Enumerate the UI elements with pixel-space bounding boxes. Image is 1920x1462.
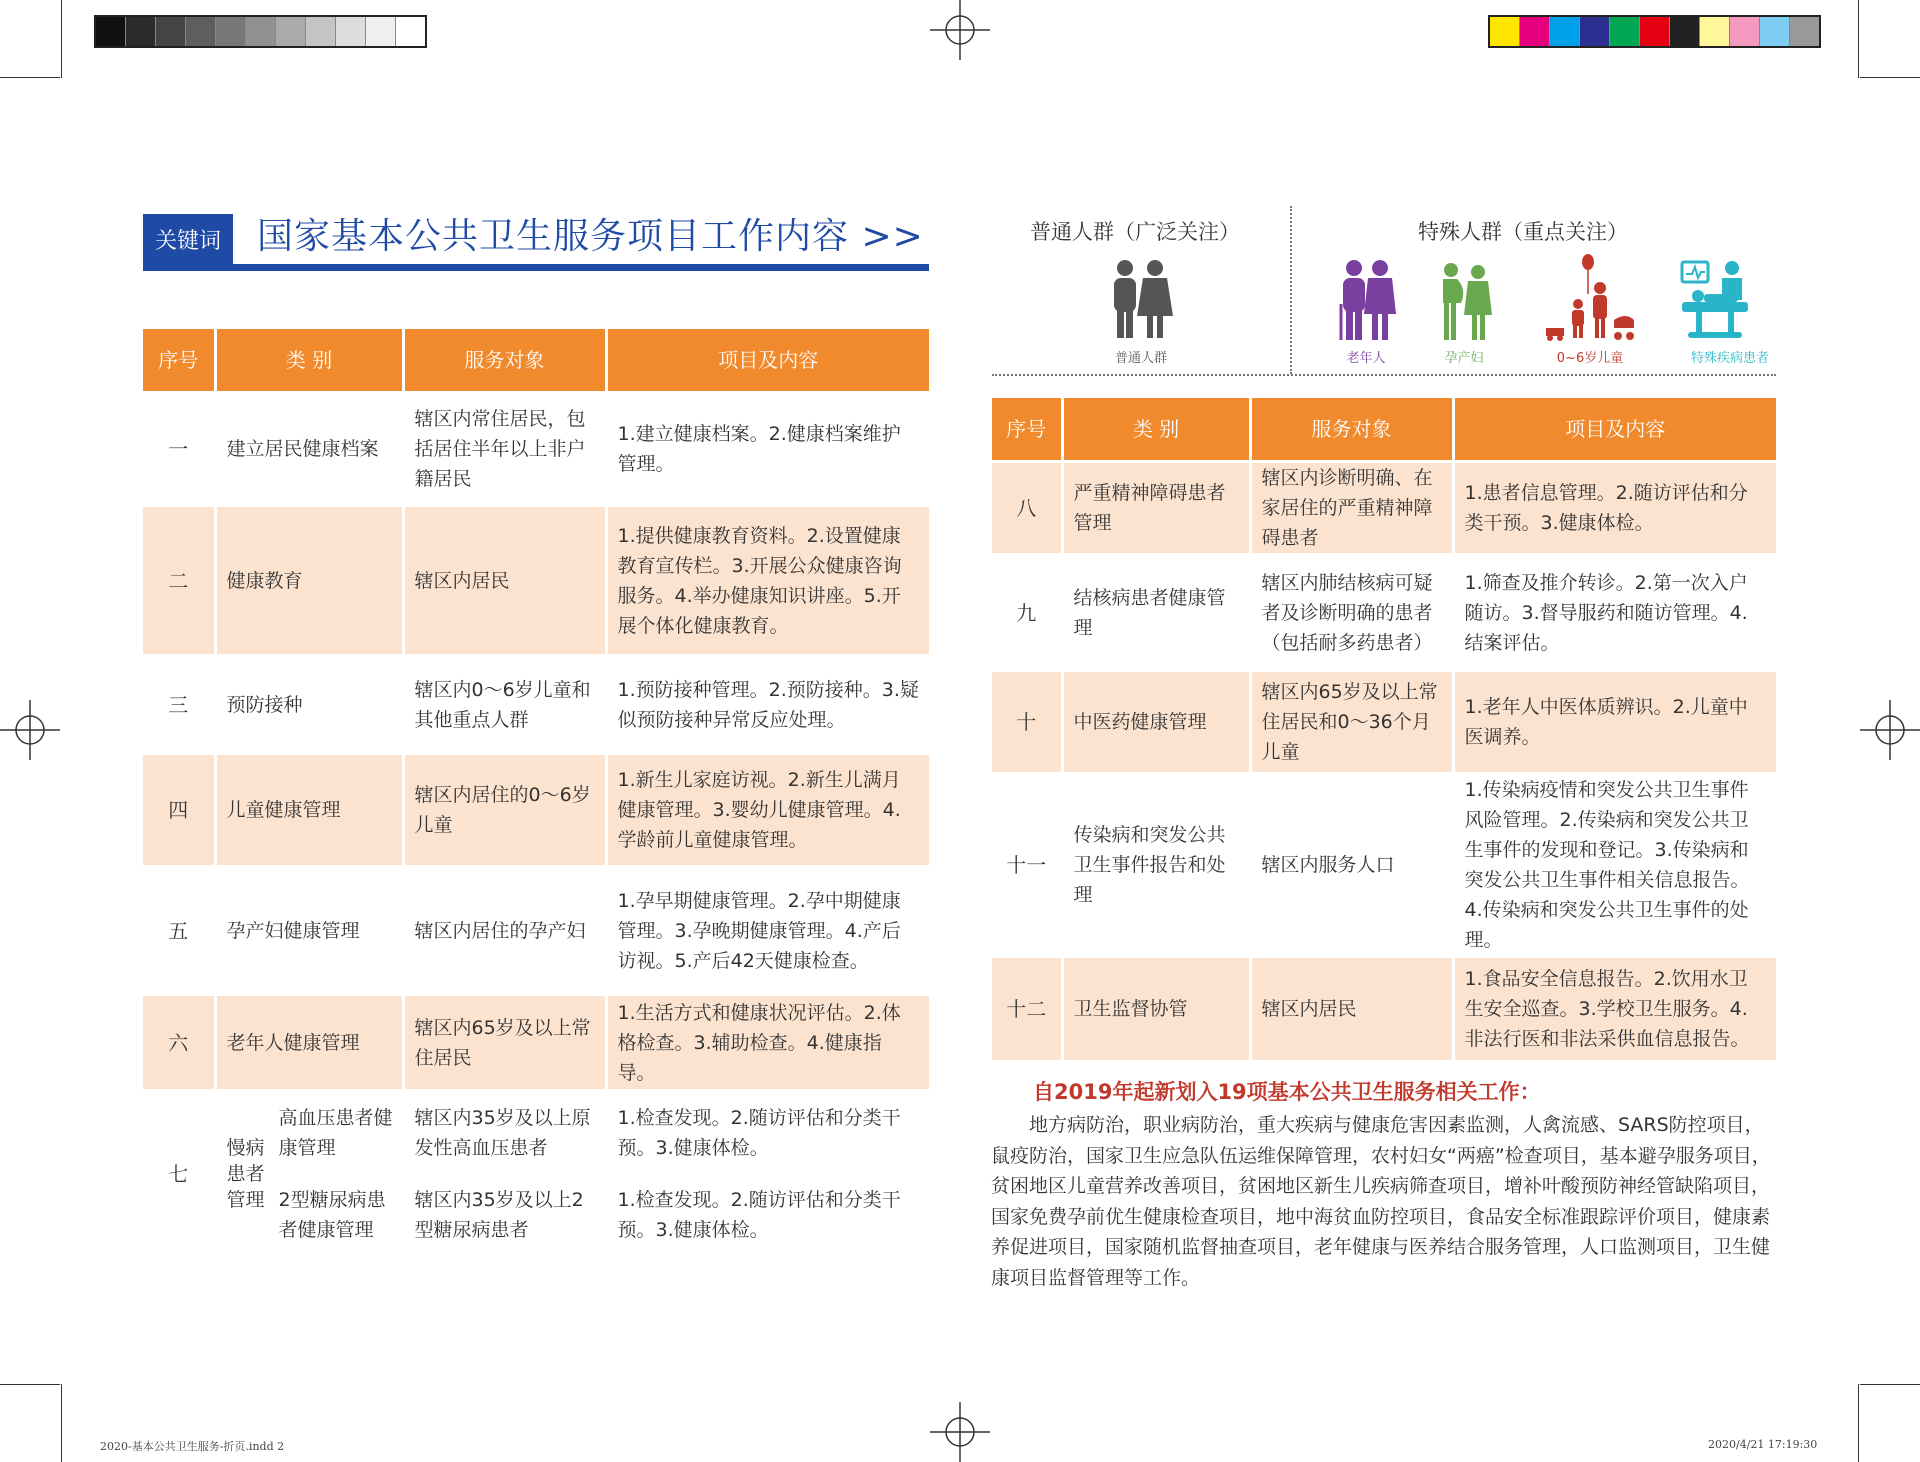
registration-mark-icon xyxy=(1860,700,1920,760)
header-content: 项目及内容 xyxy=(1453,398,1776,462)
row-content: 1.检查发现。2.随访评估和分类干预。3.健康体检。 xyxy=(617,1188,901,1241)
row-target: 辖区内常住居民，包括居住半年以上非户籍居民 xyxy=(403,393,606,506)
row-target: 辖区内65岁及以上常住居民和0～36个月儿童 xyxy=(1250,671,1453,774)
header-target: 服务对象 xyxy=(1250,398,1453,462)
row-content: 1.提供健康教育资料。2.设置健康教育宣传栏。3.开展公众健康咨询服务。4.举办健康知识讲座。5.开展个体化健康教育。 xyxy=(606,506,929,656)
registration-mark-icon xyxy=(930,0,990,60)
row-num: 五 xyxy=(143,867,215,995)
row-target: 辖区内0～6岁儿童和其他重点人群 xyxy=(403,656,606,754)
special-group-title: 特殊人群（重点关注） xyxy=(1418,220,1628,244)
row-num: 七 xyxy=(143,1091,215,1257)
row-category: 结核病患者健康管理 xyxy=(1062,555,1250,671)
keyword-badge: 关键词 xyxy=(143,214,233,264)
row-content: 1.生活方式和健康状况评估。2.体格检查。3.辅助检查。4.健康指导。 xyxy=(606,995,929,1091)
row-target: 辖区内居住的0～6岁儿童 xyxy=(403,754,606,867)
crop-mark xyxy=(1860,77,1920,78)
group-divider xyxy=(1290,206,1292,374)
row-category: 健康教育 xyxy=(215,506,403,656)
table-row xyxy=(992,774,1776,957)
left-service-table xyxy=(143,329,929,1256)
row7-sub-category: 高血压患者健康管理 xyxy=(278,1107,393,1159)
table-row xyxy=(143,656,929,754)
crop-mark xyxy=(1858,0,1859,78)
crop-mark xyxy=(0,77,60,78)
row7-group-label: 慢病患者管理 xyxy=(226,1137,265,1211)
row-content: 1.建立健康档案。2.健康档案维护管理。 xyxy=(606,393,929,506)
general-group-title: 普通人群（广泛关注） xyxy=(1030,220,1240,244)
process-color-bar xyxy=(1488,15,1821,48)
group-bottom-divider xyxy=(992,374,1776,376)
row-category: 传染病和突发公共卫生事件报告和处理 xyxy=(1062,774,1250,957)
row-category: 孕产妇健康管理 xyxy=(215,867,403,995)
row-content: 1.检查发现。2.随访评估和分类干预。3.健康体检。 xyxy=(606,1091,929,1174)
header-content: 项目及内容 xyxy=(606,329,929,393)
row-content: 1.新生儿家庭访视。2.新生儿满月健康管理。3.婴幼儿健康管理。4.学龄前儿童健康管理。 xyxy=(606,754,929,867)
table-row xyxy=(992,555,1776,671)
page-title: 国家基本公共卫生服务项目工作内容 >> xyxy=(257,216,924,257)
elderly-label: 老年人 xyxy=(1346,351,1386,366)
row-content: 1.孕早期健康管理。2.孕中期健康管理。3.孕晚期健康管理。4.产后访视。5.产后42天健康检查。 xyxy=(606,867,929,995)
table-row xyxy=(143,1091,929,1174)
table-row xyxy=(143,506,929,656)
row-target: 辖区内肺结核病可疑者及诊断明确的患者（包括耐多药患者） xyxy=(1250,555,1453,671)
elderly-icon xyxy=(1338,258,1396,342)
patient-icon xyxy=(1678,258,1764,342)
table-row xyxy=(992,462,1776,555)
footer-filename: 2020-基本公共卫生服务-折页.indd 2 xyxy=(100,1440,285,1453)
row-target: 辖区内65岁及以上常住居民 xyxy=(403,995,606,1091)
pregnant-woman-label: 孕产妇 xyxy=(1444,351,1484,366)
table-row xyxy=(992,957,1776,1060)
row-category: 卫生监督协管 xyxy=(1062,957,1250,1060)
row-content: 1.预防接种管理。2.预防接种。3.疑似预防接种异常反应处理。 xyxy=(606,656,929,754)
title-underline xyxy=(143,264,929,271)
table-row xyxy=(143,754,929,867)
row-target: 辖区内35岁及以上原发性高血压患者 xyxy=(403,1091,606,1174)
general-people-label: 普通人群 xyxy=(1114,351,1167,366)
pregnant-woman-icon xyxy=(1436,262,1494,342)
registration-mark-icon xyxy=(930,1402,990,1462)
grayscale-color-bar xyxy=(94,15,427,48)
crop-mark xyxy=(1860,1384,1920,1385)
row-category: 中医药健康管理 xyxy=(1062,671,1250,774)
row-target: 辖区内居民 xyxy=(403,506,606,656)
row-num: 十二 xyxy=(992,957,1062,1060)
general-people-icon xyxy=(1105,258,1177,342)
table-header-row xyxy=(143,329,929,393)
note-body: 地方病防治，职业病防治，重大疾病与健康危害因素监测，人禽流感、SARS防控项目，鼠疫防治，国家卫生应急队伍运维保障管理，农村妇女“两癌”检查项目，基本避孕服务项目，贫困地区儿童营养改善项目，贫困地区新生儿疾病筛查项目，增补叶酸预防神经管缺陷项目，国家免费孕前优生健康检查项目，地中海贫血防控项目，食品安全标准跟踪评价项目，健康素养促进项目，国家随机监督抽查项目，老年健康与医养结合服务管理，人口监测项目，卫生健康项目监督管理等工作。 xyxy=(991,1114,1771,1289)
row-num: 三 xyxy=(143,656,215,754)
header-num: 序号 xyxy=(992,398,1062,462)
header-num: 序号 xyxy=(143,329,215,393)
patient-label: 特殊疾病患者 xyxy=(1690,351,1769,366)
right-service-table xyxy=(992,398,1776,1060)
table-row xyxy=(143,867,929,995)
row-content: 1.传染病疫情和突发公共卫生事件风险管理。2.传染病和突发公共卫生事件的发现和登记。3.传染病和突发公共卫生事件相关信息报告。4.传染病和突发公共卫生事件的处理。 xyxy=(1453,774,1776,957)
row-category: 建立居民健康档案 xyxy=(215,393,403,506)
child-icon xyxy=(1542,254,1638,342)
row-target: 辖区内35岁及以上2型糖尿病患者 xyxy=(403,1173,606,1256)
crop-mark xyxy=(1858,1384,1859,1462)
note-title: 自2019年起新划入19项基本公共卫生服务相关工作： xyxy=(1033,1080,1541,1104)
child-label: 0~6岁儿童 xyxy=(1556,351,1624,366)
footer-timestamp: 2020/4/21 17:19:30 xyxy=(1708,1438,1818,1451)
row-content: 1.老年人中医体质辨识。2.儿童中医调养。 xyxy=(1453,671,1776,774)
row-num: 六 xyxy=(143,995,215,1091)
row-category: 预防接种 xyxy=(215,656,403,754)
row-num: 一 xyxy=(143,393,215,506)
row-content: 1.食品安全信息报告。2.饮用水卫生安全巡查。3.学校卫生服务。4.非法行医和非法采供血信息报告。 xyxy=(1453,957,1776,1060)
row-num: 十一 xyxy=(992,774,1062,957)
row-num: 八 xyxy=(992,462,1062,555)
row7-category-cell xyxy=(215,1091,403,1257)
row-target: 辖区内居住的孕产妇 xyxy=(403,867,606,995)
row-num: 九 xyxy=(992,555,1062,671)
row-category: 儿童健康管理 xyxy=(215,754,403,867)
crop-mark xyxy=(0,1384,60,1385)
row-target: 辖区内居民 xyxy=(1250,957,1453,1060)
registration-mark-icon xyxy=(0,700,60,760)
row-content: 1.筛查及推介转诊。2.第一次入户随访。3.督导服药和随访管理。4.结案评估。 xyxy=(1453,555,1776,671)
row-target: 辖区内服务人口 xyxy=(1250,774,1453,957)
header-target: 服务对象 xyxy=(403,329,606,393)
crop-mark xyxy=(61,1384,62,1462)
header-category: 类 别 xyxy=(1062,398,1250,462)
row-category: 严重精神障碍患者管理 xyxy=(1062,462,1250,555)
row-content: 1.患者信息管理。2.随访评估和分类干预。3.健康体检。 xyxy=(1453,462,1776,555)
crop-mark xyxy=(61,0,62,78)
table-row xyxy=(143,995,929,1091)
row7-sub-category: 2型糖尿病患者健康管理 xyxy=(278,1189,386,1241)
header-category: 类 别 xyxy=(215,329,403,393)
row-num: 四 xyxy=(143,754,215,867)
row-target: 辖区内诊断明确、在家居住的严重精神障碍患者 xyxy=(1250,462,1453,555)
row-category: 老年人健康管理 xyxy=(215,995,403,1091)
row-num: 十 xyxy=(992,671,1062,774)
row-num: 二 xyxy=(143,506,215,656)
table-row xyxy=(143,393,929,506)
table-row xyxy=(992,671,1776,774)
table-header-row xyxy=(992,398,1776,462)
